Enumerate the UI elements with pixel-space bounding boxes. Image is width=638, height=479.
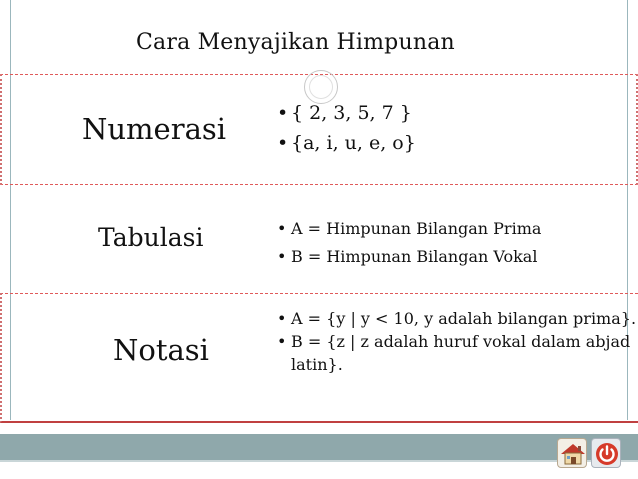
bullet: • [277,332,287,351]
bullet: • [277,102,289,124]
list-item [277,215,541,243]
home-button[interactable] [557,438,587,468]
numerasi-list [277,98,416,158]
home-icon [558,439,588,469]
row-label-tabulasi: Tabulasi [98,223,204,252]
list-item [277,243,541,271]
list-item-text: {a, i, u, e, o} [291,132,416,154]
list-item [277,128,416,158]
list-item-text: A = {y | y < 10, y adalah bilangan prima}. [291,309,637,328]
slide-title: Cara Menyajikan Himpunan [136,30,455,55]
bullet: • [277,219,287,238]
bullet: • [277,309,287,328]
notasi-list [277,307,637,376]
footer-edge [0,460,638,462]
footer-bar [0,434,638,460]
list-item-text: B = {z | z adalah huruf vokal dalam abjad latin}. [291,332,631,374]
row-label-numerasi: Numerasi [82,112,227,146]
decorative-circle-inner [309,75,333,99]
list-item-text: { 2, 3, 5, 7 } [291,102,412,124]
bullet: • [277,247,287,266]
power-icon [592,439,622,469]
list-item-text: B = Himpunan Bilangan Vokal [291,247,538,266]
list-item [277,307,637,330]
row-label-notasi: Notasi [113,333,209,367]
bullet: • [277,132,289,154]
list-item-text: A = Himpunan Bilangan Prima [291,219,542,238]
list-item [277,98,416,128]
tabulasi-list [277,215,541,271]
list-item [277,330,637,376]
power-button[interactable] [591,438,621,468]
